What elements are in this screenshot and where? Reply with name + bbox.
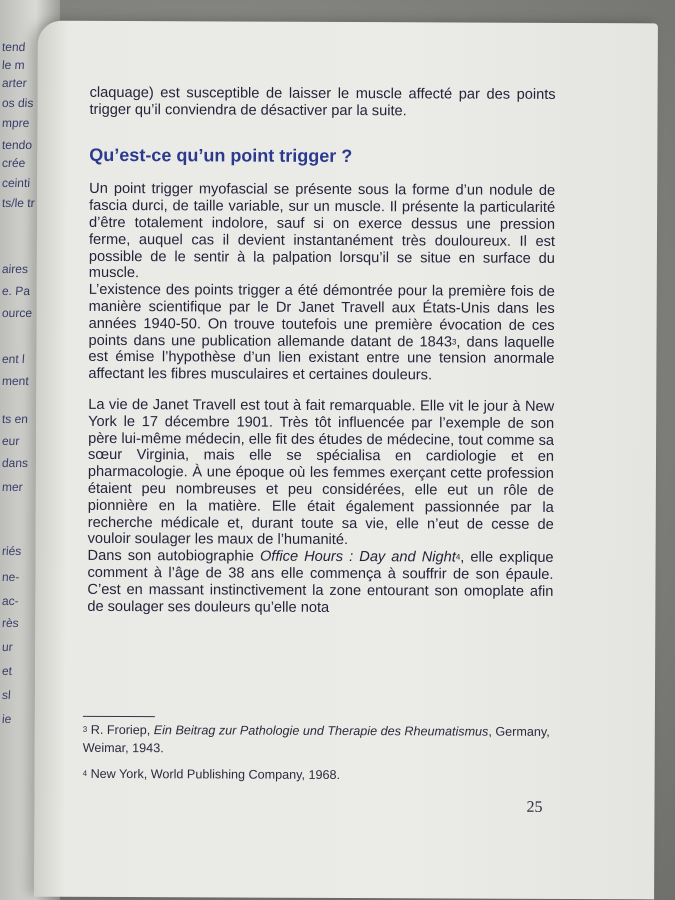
facing-page-text-fragment: ur xyxy=(1,640,14,654)
page-number: 25 xyxy=(526,798,543,816)
paragraph-biography: La vie de Janet Travell est tout à fait remarquable. Elle vit le jour à New York le 17 décembre 1901. Très tôt influencée par l’exemple de son père lui-même médecin, elle fit des études de médecine, tout comme sa sœur Virginia, mais elle se spécialisa en cardiologie et en pharmacologie. À une époque où les femmes exerçant cette profession étaient peu nombreuses et peu considérées, elle eut un rôle de pionnière en la matière. Elle était également passionnée par la recherche médicale et, durant toute sa vie, elle n’eut de cesse de vouloir soulager les maux de l’humanité. xyxy=(87,396,555,549)
footnotes xyxy=(83,721,553,793)
facing-page-text-fragment: mer xyxy=(1,480,24,494)
footnote-4-number: 4 xyxy=(82,768,88,778)
paragraph-history xyxy=(88,282,554,385)
paragraph-autobiography-text: Dans son autobiographie xyxy=(87,547,261,565)
facing-page-text-fragment: ts/le tr xyxy=(1,196,36,210)
facing-page-text-fragment: dans xyxy=(1,456,29,470)
facing-page-text-fragment: crée xyxy=(1,156,26,170)
footnote-3-text-cont: , Germany, Weimar, 1943. xyxy=(82,724,550,756)
paragraph-autobiography-text-cont: , elle explique comment à l’âge de 38 ans elle commença à souffrir de son épaule. C’est en massant instinctivement la zone entourant son omoplate afin de soulager ses douleurs qu’elle nota xyxy=(87,549,554,616)
intro-paragraph: claquage) est susceptible de laisser le muscle affecté par des points trigger qu’il conviendra de désactiver par la suite. xyxy=(89,84,556,120)
facing-page-text-fragment: mpre xyxy=(1,116,30,130)
footnote-ref-4: 4 xyxy=(455,552,461,562)
facing-page-text-fragment: ment xyxy=(1,374,30,388)
facing-page-text-fragment: eur xyxy=(1,434,20,448)
paragraph-definition: Un point trigger myofascial se présente sous la forme d’un nodule de fascia durci, de taille variable, sur un muscle. Il présente la particularité d’être totalement indolore, sauf si on exerce dessus une pression ferme, auquel cas il devient instantanément très douloureux. Il est possible de le sentir à la palpation lorsqu’il se situe en surface du muscle. xyxy=(88,181,556,282)
facing-page-text-fragment: ent l xyxy=(1,352,26,366)
facing-page-text-fragment: ource xyxy=(1,306,33,320)
facing-page-text-fragment: aires xyxy=(1,262,29,276)
paragraph-autobiography xyxy=(87,548,553,617)
facing-page-text-fragment: tend xyxy=(1,40,26,54)
facing-page-text-fragment: le m xyxy=(1,58,26,72)
facing-page-text-fragment: riés xyxy=(1,544,22,558)
facing-page-text-fragment: arter xyxy=(1,76,28,90)
facing-page-text-fragment: ne- xyxy=(1,570,20,584)
facing-page-text-fragment: et xyxy=(1,664,13,678)
footnote-3-title: Ein Beitrag zur Pathologie und Therapie des Rheumatismus xyxy=(153,723,489,739)
footnote-3-number: 3 xyxy=(82,724,88,734)
footnote-3 xyxy=(83,721,553,759)
paragraph-history-text-cont: , dans laquelle est émise l’hypothèse d’un lien existant entre une tension anormale affectant les fibres musculaires et certaines douleurs. xyxy=(88,334,555,384)
page-body xyxy=(87,85,555,617)
footnote-4 xyxy=(83,765,553,785)
book-page xyxy=(34,21,658,900)
facing-page-text-fragment: ie xyxy=(1,712,12,726)
facing-page-text-fragment: sl xyxy=(1,688,12,702)
section-heading: Qu’est-ce qu’un point trigger ? xyxy=(89,144,353,166)
footnote-ref-3: 3 xyxy=(451,337,457,347)
paragraph-history-text: L’existence des points trigger a été démontrée pour la première fois de manière scientifique par le Dr Janet Travell aux États-Unis dans les années 1940-50. On trouve toutefois une première évocation de ces points dans une publication allemande datant de 1843 xyxy=(88,282,555,351)
footnote-4-text: New York, World Publishing Company, 1968. xyxy=(87,766,341,782)
facing-page-text-fragment: os dis xyxy=(1,96,34,110)
facing-page-text-fragment: tendo xyxy=(1,138,33,152)
facing-page-text-fragment: ts en xyxy=(1,412,29,426)
footnote-divider xyxy=(83,716,155,717)
facing-page-text-fragment: rès xyxy=(1,616,20,630)
facing-page-text-fragment: e. Pa xyxy=(1,284,31,298)
facing-page-text-fragment: ac- xyxy=(1,594,20,608)
book-title: Office Hours : Day and Night xyxy=(259,548,456,566)
facing-page-text-fragment: ceinti xyxy=(1,176,31,190)
footnote-3-text: R. Froriep, xyxy=(87,722,154,738)
